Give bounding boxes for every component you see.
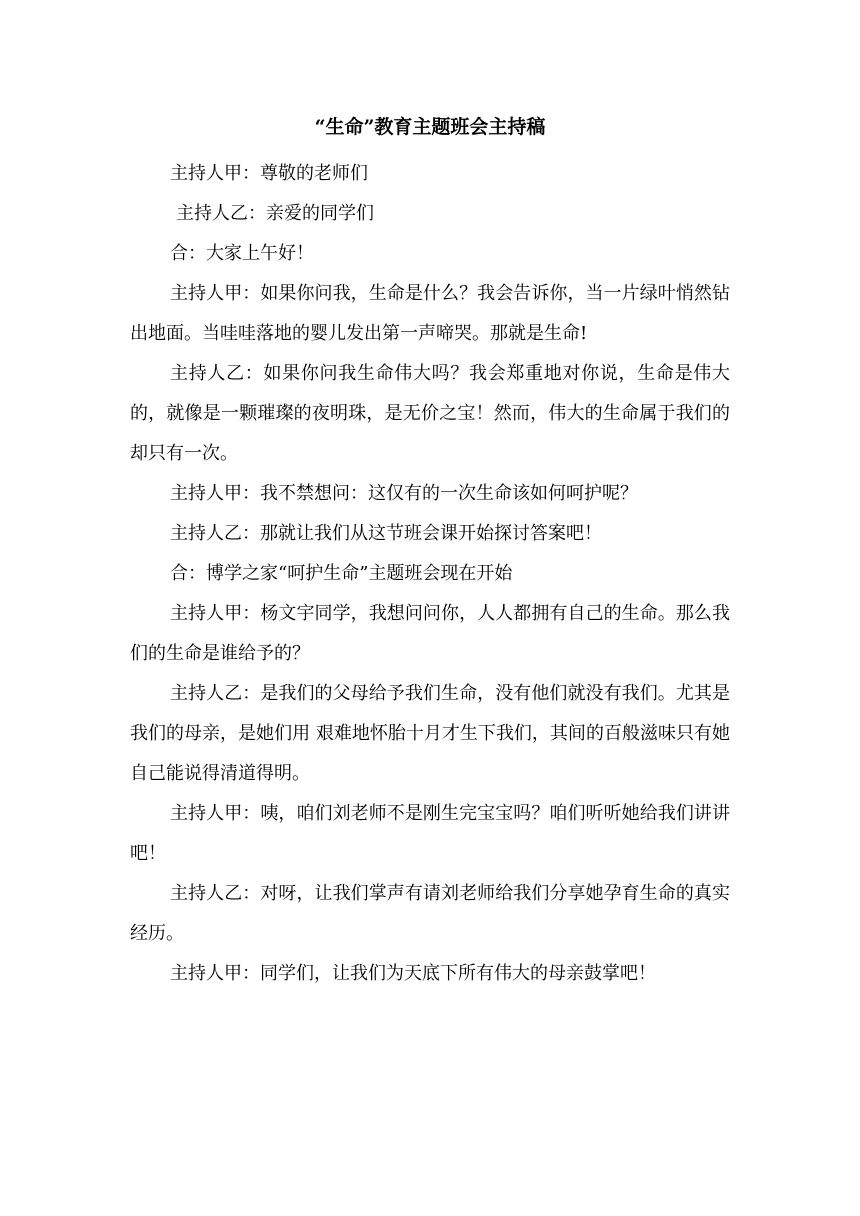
paragraph: 主持人乙：那就让我们从这节班会课开始探讨答案吧！ bbox=[170, 523, 602, 544]
paragraph: 主持人甲：如果你问我，生命是什么？我会告诉你，当一片绿叶悄然钻出地面。当哇哇落地的婴儿发出第一声啼哭。那就是生命! bbox=[130, 283, 730, 344]
paragraph: 主持人乙：是我们的父母给予我们生命，没有他们就没有我们。尤其是我们的母亲，是她们用 艰难地怀胎十月才生下我们，其间的百般滋味只有她自己能说得清道得明。 bbox=[130, 683, 730, 784]
paragraph: 主持人甲：咦，咱们刘老师不是刚生完宝宝吗？咱们听听她给我们讲讲吧！ bbox=[130, 803, 730, 864]
paragraph: 主持人甲：杨文宇同学，我想问问你，人人都拥有自己的生命。那么我们的生命是谁给予的？ bbox=[130, 603, 730, 664]
document-body bbox=[130, 154, 730, 994]
paragraph: 主持人乙：如果你问我生命伟大吗？我会郑重地对你说，生命是伟大的，就像是一颗璀璨的夜明珠，是无价之宝！然而，伟大的生命属于我们的却只有一次。 bbox=[130, 363, 730, 464]
paragraph: 主持人乙：亲爱的同学们 bbox=[176, 203, 374, 224]
paragraph: 主持人乙：对呀，让我们掌声有请刘老师给我们分享她孕育生命的真实经历。 bbox=[130, 883, 730, 944]
paragraph: 合：博学之家“呵护生命”主题班会现在开始 bbox=[170, 563, 513, 584]
paragraph: 主持人甲：尊敬的老师们 bbox=[170, 163, 368, 184]
paragraph: 合：大家上午好！ bbox=[170, 243, 314, 264]
document-title: “生命”教育主题班会主持稿 bbox=[314, 116, 546, 138]
paragraph: 主持人甲：我不禁想问：这仅有的一次生命该如何呵护呢？ bbox=[170, 483, 638, 504]
paragraph: 主持人甲：同学们，让我们为天底下所有伟大的母亲鼓掌吧！ bbox=[170, 963, 656, 984]
